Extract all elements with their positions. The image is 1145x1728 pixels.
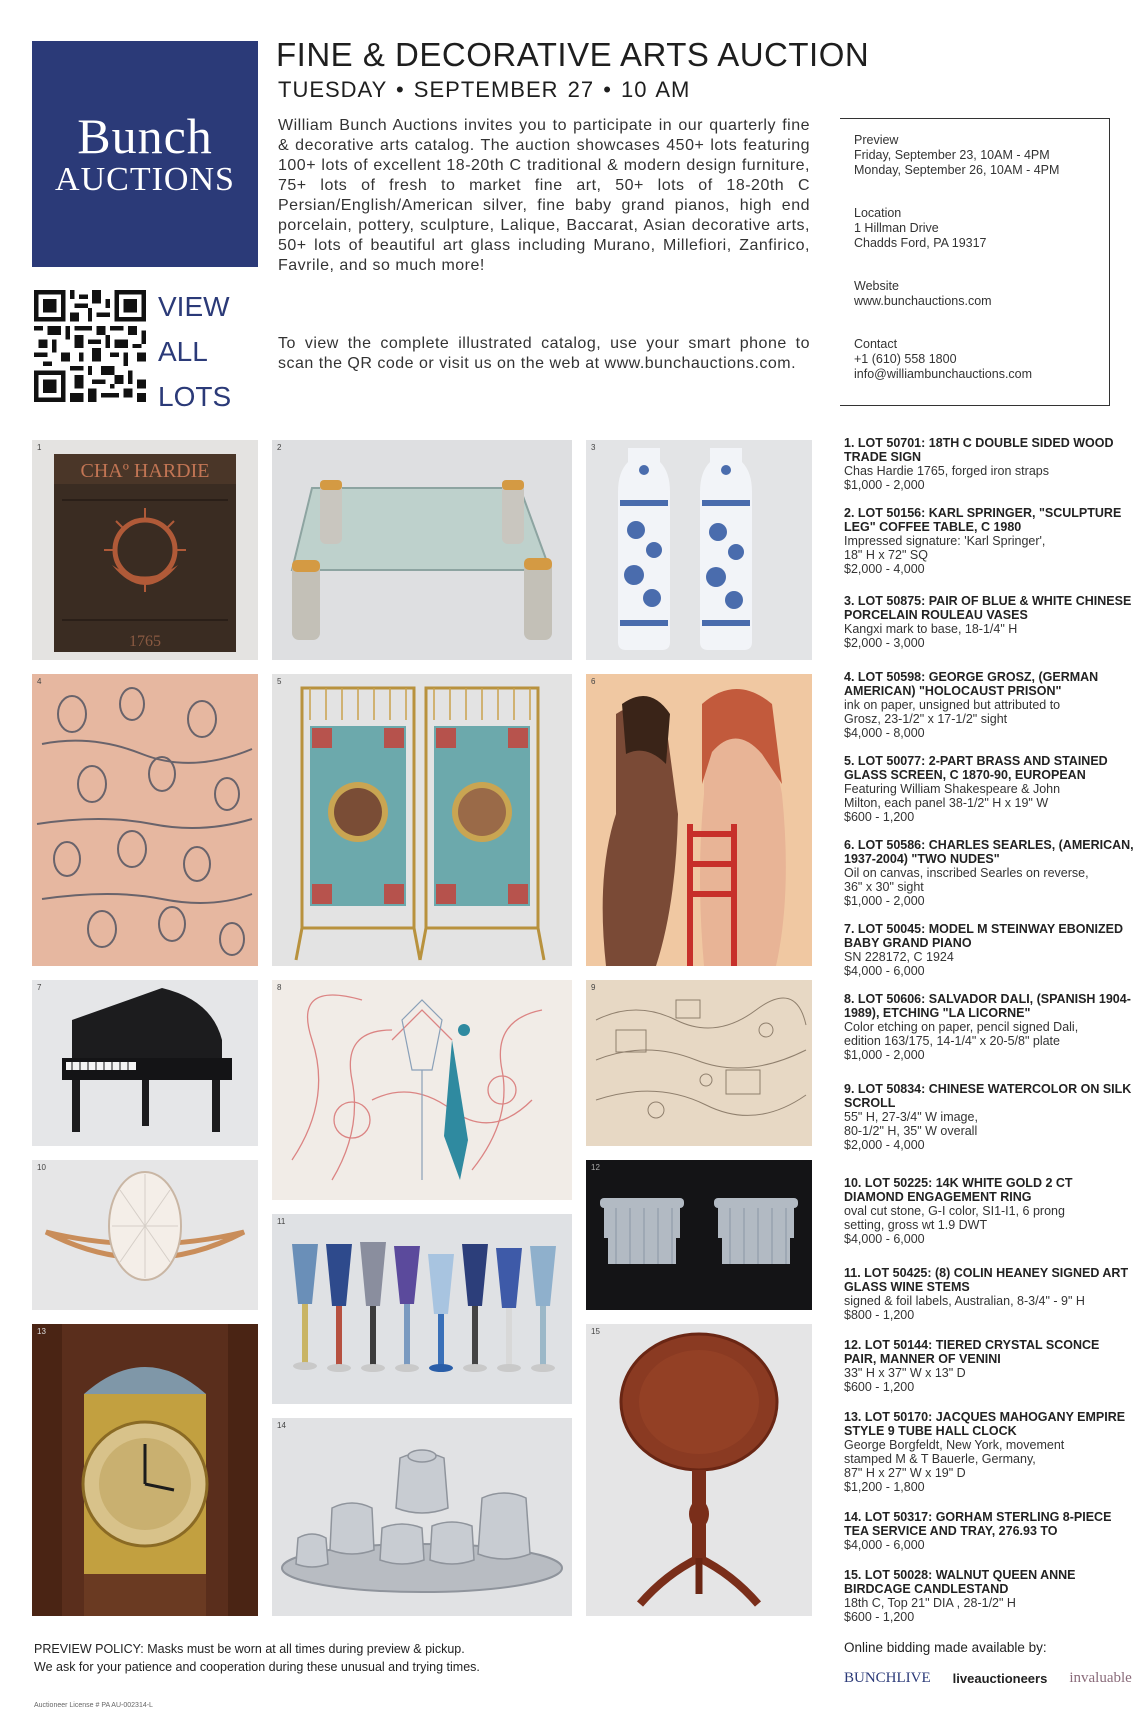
preview-block bbox=[854, 133, 1109, 178]
photo-number: 9 bbox=[591, 983, 596, 992]
lot-estimate: $2,000 - 4,000 bbox=[844, 1138, 925, 1152]
contact-email[interactable]: info@williambunchauctions.com bbox=[854, 367, 1033, 381]
photo-number: 3 bbox=[591, 443, 596, 452]
lot-entry[interactable] bbox=[844, 594, 1134, 650]
bunchlive-logo[interactable]: BUNCHLIVE bbox=[844, 1670, 931, 1686]
lot-photo-dali-etching[interactable] bbox=[272, 980, 572, 1200]
view-all-lots-word-2: ALL bbox=[158, 336, 208, 367]
lot-photo-crystal-sconces[interactable] bbox=[586, 1160, 812, 1310]
photo-number: 15 bbox=[591, 1327, 600, 1336]
info-box bbox=[840, 118, 1110, 406]
location-line2: Chadds Ford, PA 19317 bbox=[854, 236, 987, 250]
lot-estimate: $2,000 - 4,000 bbox=[844, 562, 925, 576]
liveauctioneers-logo[interactable]: liveauctioneers bbox=[952, 1671, 1048, 1686]
page-subtitle: TUESDAY • SEPTEMBER 27 • 10 AM bbox=[278, 77, 691, 102]
lot-detail: Grosz, 23-1/2" x 17-1/2" sight bbox=[844, 712, 1008, 726]
bidding-partners bbox=[844, 1670, 1132, 1687]
lot-estimate: $600 - 1,200 bbox=[844, 810, 915, 824]
lot-detail: oval cut stone, G-I color, SI1-I1, 6 prong bbox=[844, 1204, 1065, 1218]
lot-title: 2. LOT 50156: KARL SPRINGER, "SCULPTURE LEG" COFFEE TABLE, C 1980 bbox=[844, 506, 1122, 534]
lot-entry[interactable] bbox=[844, 1338, 1134, 1394]
preview-line2: Monday, September 26, 10AM - 4PM bbox=[854, 163, 1060, 177]
photo-number: 5 bbox=[277, 677, 282, 686]
lot-detail: edition 163/175, 14-1/4" x 20-5/8" plate bbox=[844, 1034, 1060, 1048]
lot-photo-candlestand[interactable] bbox=[586, 1324, 812, 1616]
location-line1: 1 Hillman Drive bbox=[854, 221, 939, 235]
photo-number: 8 bbox=[277, 983, 282, 992]
lot-estimate: $4,000 - 6,000 bbox=[844, 1538, 925, 1552]
lot-photo-grosz-drawing[interactable] bbox=[32, 674, 258, 966]
bunch-auctions-logo bbox=[32, 41, 258, 267]
lot-title: 8. LOT 50606: SALVADOR DALI, (SPANISH 1904-1989), ETCHING "LA LICORNE" bbox=[844, 992, 1131, 1020]
lot-photo-tea-service[interactable] bbox=[272, 1418, 572, 1616]
lot-title: 6. LOT 50586: CHARLES SEARLES, (AMERICAN, 1937-2004) "TWO NUDES" bbox=[844, 838, 1134, 866]
lot-estimate: $600 - 1,200 bbox=[844, 1380, 915, 1394]
lot-title: 4. LOT 50598: GEORGE GROSZ, (GERMAN AMERICAN) "HOLOCAUST PRISON" bbox=[844, 670, 1099, 698]
photo-number: 7 bbox=[37, 983, 42, 992]
lot-entry[interactable] bbox=[844, 754, 1134, 824]
lot-title: 15. LOT 50028: WALNUT QUEEN ANNE BIRDCAGE CANDLESTAND bbox=[844, 1568, 1076, 1596]
photo-number: 11 bbox=[277, 1217, 286, 1226]
lot-estimate: $1,000 - 2,000 bbox=[844, 478, 925, 492]
lot-estimate: $800 - 1,200 bbox=[844, 1308, 915, 1322]
lot-detail: 80-1/2" H, 35" W overall bbox=[844, 1124, 978, 1138]
contact-label: Contact bbox=[854, 337, 898, 351]
sign-year: 1765 bbox=[129, 633, 161, 650]
invaluable-logo[interactable]: invaluable bbox=[1069, 1670, 1132, 1686]
auctioneer-license: Auctioneer License # PA AU-002314-L bbox=[34, 1702, 153, 1709]
lot-photo-trade-sign[interactable] bbox=[32, 440, 258, 660]
view-all-lots-link[interactable] bbox=[158, 284, 231, 419]
lot-photo-hall-clock[interactable] bbox=[32, 1324, 258, 1616]
lot-detail: Oil on canvas, inscribed Searles on reverse, bbox=[844, 866, 1089, 880]
photo-number: 13 bbox=[37, 1327, 46, 1336]
lot-entry[interactable] bbox=[844, 436, 1134, 492]
page-title: FINE & DECORATIVE ARTS AUCTION bbox=[276, 36, 870, 73]
lot-detail: Featuring William Shakespeare & John bbox=[844, 782, 1061, 796]
lot-estimate: $2,000 - 3,000 bbox=[844, 636, 925, 650]
lot-photo-chinese-scroll[interactable] bbox=[586, 980, 812, 1146]
lot-title: 13. LOT 50170: JACQUES MAHOGANY EMPIRE STYLE 9 TUBE HALL CLOCK bbox=[844, 1410, 1126, 1438]
lot-photo-steinway-piano[interactable] bbox=[32, 980, 258, 1146]
lot-photo-two-nudes-painting[interactable] bbox=[586, 674, 812, 966]
contact-phone[interactable]: +1 (610) 558 1800 bbox=[854, 352, 957, 366]
lot-detail: 33" H x 37" W x 13" D bbox=[844, 1366, 966, 1380]
website-link[interactable]: www.bunchauctions.com bbox=[854, 294, 992, 308]
photo-number: 4 bbox=[37, 677, 42, 686]
lot-entry[interactable] bbox=[844, 1568, 1134, 1624]
lot-title: 12. LOT 50144: TIERED CRYSTAL SCONCE PAIR, MANNER OF VENINI bbox=[844, 1338, 1100, 1366]
lot-title: 11. LOT 50425: (8) COLIN HEANEY SIGNED ART GLASS WINE STEMS bbox=[844, 1266, 1129, 1294]
lot-title: 10. LOT 50225: 14K WHITE GOLD 2 CT DIAMOND ENGAGEMENT RING bbox=[844, 1176, 1073, 1204]
lot-detail: setting, gross wt 1.9 DWT bbox=[844, 1218, 988, 1232]
preview-label: Preview bbox=[854, 133, 899, 147]
lot-detail: 18th C, Top 21" DIA , 28-1/2" H bbox=[844, 1596, 1016, 1610]
logo-line2: AUCTIONS bbox=[55, 161, 235, 198]
lot-detail: 87" H x 27" W x 19" D bbox=[844, 1466, 966, 1480]
lot-entry[interactable] bbox=[844, 1082, 1134, 1152]
lot-entry[interactable] bbox=[844, 1176, 1134, 1246]
location-block bbox=[854, 206, 1109, 251]
lot-detail: Milton, each panel 38-1/2" H x 19" W bbox=[844, 796, 1049, 810]
lot-photo-coffee-table[interactable] bbox=[272, 440, 572, 660]
location-label: Location bbox=[854, 206, 902, 220]
photo-number: 14 bbox=[277, 1421, 286, 1430]
photo-number: 2 bbox=[277, 443, 282, 452]
lot-photo-diamond-ring[interactable] bbox=[32, 1160, 258, 1310]
lot-estimate: $4,000 - 6,000 bbox=[844, 1232, 925, 1246]
qr-code-icon[interactable] bbox=[34, 290, 146, 402]
lot-detail: 55" H, 27-3/4" W image, bbox=[844, 1110, 978, 1124]
lot-detail: Kangxi mark to base, 18-1/4" H bbox=[844, 622, 1018, 636]
lot-photo-porcelain-vases[interactable] bbox=[586, 440, 812, 660]
lot-detail: stamped M & T Bauerle, Germany, bbox=[844, 1452, 1036, 1466]
preview-line1: Friday, September 23, 10AM - 4PM bbox=[854, 148, 1050, 162]
lot-entry[interactable] bbox=[844, 1266, 1134, 1322]
lot-estimate: $1,200 - 1,800 bbox=[844, 1480, 925, 1494]
sign-text: CHAº HARDIE bbox=[80, 460, 210, 482]
lot-photo-stained-glass-screen[interactable] bbox=[272, 674, 572, 966]
lot-entry[interactable] bbox=[844, 992, 1134, 1062]
lot-title: 3. LOT 50875: PAIR OF BLUE & WHITE CHINESE PORCELAIN ROULEAU VASES bbox=[844, 594, 1132, 622]
logo-line1: Bunch bbox=[77, 108, 213, 164]
lot-detail: Chas Hardie 1765, forged iron straps bbox=[844, 464, 1049, 478]
website-block bbox=[854, 279, 1109, 309]
preview-policy bbox=[34, 1640, 480, 1676]
catalog-paragraph: To view the complete illustrated catalog, use your smart phone to scan the QR code or visit us on the web at www.bunchauctions.com. bbox=[278, 335, 810, 372]
lot-detail: 18" H x 72" SQ bbox=[844, 548, 928, 562]
lot-detail: Impressed signature: 'Karl Springer', bbox=[844, 534, 1046, 548]
lot-photo-art-glass-wine-stems[interactable] bbox=[272, 1214, 572, 1404]
lot-estimate: $1,000 - 2,000 bbox=[844, 894, 925, 908]
lot-detail: Color etching on paper, pencil signed Dali, bbox=[844, 1020, 1079, 1034]
policy-line2: We ask for your patience and cooperation during these unusual and trying times. bbox=[34, 1660, 480, 1674]
lot-entry[interactable] bbox=[844, 922, 1134, 978]
lot-entry[interactable] bbox=[844, 1510, 1134, 1552]
lot-estimate: $600 - 1,200 bbox=[844, 1610, 915, 1624]
lot-title: 9. LOT 50834: CHINESE WATERCOLOR ON SILK SCROLL bbox=[844, 1082, 1132, 1110]
lot-title: 7. LOT 50045: MODEL M STEINWAY EBONIZED BABY GRAND PIANO bbox=[844, 922, 1123, 950]
view-all-lots-word-1: VIEW bbox=[158, 291, 230, 322]
view-all-lots-word-3: LOTS bbox=[158, 381, 232, 412]
lot-title: 5. LOT 50077: 2-PART BRASS AND STAINED GLASS SCREEN, C 1870-90, EUROPEAN bbox=[844, 754, 1108, 782]
intro-paragraph: William Bunch Auctions invites you to participate in our quarterly fine & decorative arts catalog. The auction showcases 450+ lots featuring 100+ lots of excellent 18-20th C traditional & modern design furniture, 75+ lots of fresh to market fine art, 50+ lots of 18-20th C Persian/English/American silver, fine baby grand pianos, high end porcelain, pottery, sculpture, Lalique, Baccarat, Asian decorative arts, 50+ lots of beautiful art glass including Murano, Millefiori, Zanfirico, Favrile, and so much more! bbox=[278, 117, 810, 274]
lot-entry[interactable] bbox=[844, 670, 1134, 740]
photo-number: 6 bbox=[591, 677, 596, 686]
lot-title: 14. LOT 50317: GORHAM STERLING 8-PIECE TEA SERVICE AND TRAY, 276.93 TO bbox=[844, 1510, 1112, 1538]
lot-detail: 36" x 30" sight bbox=[844, 880, 924, 894]
lot-entry[interactable] bbox=[844, 838, 1134, 908]
online-bidding-label: Online bidding made available by: bbox=[844, 1640, 1047, 1655]
lot-entry[interactable] bbox=[844, 506, 1134, 576]
lot-detail: SN 228172, C 1924 bbox=[844, 950, 954, 964]
lot-detail: George Borgfeldt, New York, movement bbox=[844, 1438, 1065, 1452]
photo-number: 10 bbox=[37, 1163, 46, 1172]
website-label: Website bbox=[854, 279, 899, 293]
photo-number: 12 bbox=[591, 1163, 600, 1172]
contact-block bbox=[854, 337, 1109, 382]
lot-estimate: $4,000 - 8,000 bbox=[844, 726, 925, 740]
policy-line1: PREVIEW POLICY: Masks must be worn at all times during preview & pickup. bbox=[34, 1642, 465, 1656]
lot-detail: ink on paper, unsigned but attributed to bbox=[844, 698, 1061, 712]
lot-entry[interactable] bbox=[844, 1410, 1134, 1494]
lot-estimate: $4,000 - 6,000 bbox=[844, 964, 925, 978]
lot-detail: signed & foil labels, Australian, 8-3/4" - 9" H bbox=[844, 1294, 1085, 1308]
photo-number: 1 bbox=[37, 443, 42, 452]
lot-estimate: $1,000 - 2,000 bbox=[844, 1048, 925, 1062]
lot-title: 1. LOT 50701: 18TH C DOUBLE SIDED WOOD TRADE SIGN bbox=[844, 436, 1114, 464]
